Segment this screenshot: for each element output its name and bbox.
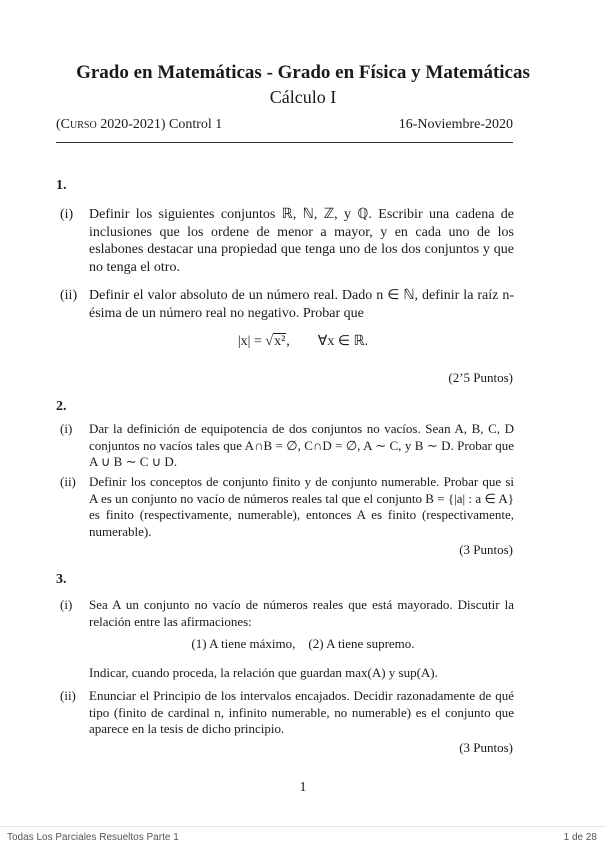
part-text: Enunciar el Principio de los intervalos encajados. Decidir razonadamente de qué tipo (finito de cardinal n, infinito numerable, no numerable) es el conjunto que aparece en la tesis de dicho principio. <box>89 688 514 736</box>
question-3-number: 3. <box>56 572 67 587</box>
sqrt-expression: √x² <box>265 334 286 349</box>
course-value: 2020-2021) Control 1 <box>100 117 223 132</box>
question-3-points: (3 Puntos) <box>459 740 513 755</box>
formula-rhs: , ∀x ∈ ℝ. <box>286 334 369 349</box>
radicand: x² <box>274 334 286 349</box>
subject-title: Cálculo I <box>269 87 337 107</box>
question-2-number: 2. <box>56 399 67 414</box>
part-label: (ii) <box>60 474 76 489</box>
part-label: (i) <box>60 597 73 612</box>
question-2-part-ii <box>60 474 514 540</box>
formula-lhs: |x| = <box>237 334 266 349</box>
header-divider <box>56 142 513 143</box>
question-3-part-ii <box>60 688 514 738</box>
part-text: Dar la definición de equipotencia de dos conjuntos no vacíos. Sean A, B, C, D conjuntos no vacíos tales que A∩B = ∅, C∩D = ∅, A ∼ C, y B ∼ D. Probar que A ∪ B ∼ C ∪ D. <box>89 421 514 469</box>
page-number: 1 <box>299 780 307 795</box>
question-1-part-i <box>60 206 514 276</box>
question-3-indicar: Indicar, cuando proceda, la relación que guardan max(A) y sup(A). <box>89 665 438 680</box>
page-title: Grado en Matemáticas - Grado en Física y Matemáticas <box>76 62 530 83</box>
part-text: Sea A un conjunto no vacío de números reales que está mayorado. Discutir la relación entre las afirmaciones: <box>89 597 514 629</box>
document-name[interactable]: Todas Los Parciales Resueltos Parte 1 <box>7 832 179 843</box>
part-label: (ii) <box>60 688 76 703</box>
part-label: (ii) <box>60 288 78 303</box>
part-label: (i) <box>60 207 74 222</box>
question-2-part-i <box>60 421 514 471</box>
part-label: (i) <box>60 421 73 436</box>
part-text: Definir el valor absoluto de un número real. Dado n ∈ ℕ, definir la raíz n-ésima de un número real no negativo. Probar que <box>89 288 514 321</box>
viewer-footer-bar <box>0 826 606 849</box>
question-1-number: 1. <box>56 178 67 193</box>
absolute-value-formula <box>0 333 606 350</box>
course-label: (Curso <box>56 117 97 132</box>
page-indicator: 1 de 28 <box>563 832 597 843</box>
part-text: Definir los conceptos de conjunto finito y de conjunto numerable. Probar que si A es un conjunto no vacío de números reales tal que el conjunto B = {|a| : a ∈ A} es finito (respectivamente, numerable), entonces A es finito (respectivamente, numerable). <box>89 474 515 539</box>
question-2-points: (3 Puntos) <box>459 542 513 557</box>
exam-date: 16-Noviembre-2020 <box>398 117 513 132</box>
affirmations: (1) A tiene máximo, (2) A tiene supremo. <box>191 636 415 651</box>
course-info <box>56 117 222 133</box>
question-1-part-ii <box>60 287 514 322</box>
part-text: Definir los siguientes conjuntos ℝ, ℕ, ℤ, y ℚ. Escribir una cadena de inclusiones que los ordene de menor a mayor, y en cada uno de los eslabones destacar una propiedad que tenga uno de los dos conjuntos y que no tenga el otro. <box>89 207 514 275</box>
question-1-points: (2’5 Puntos) <box>448 370 513 385</box>
question-3-part-i <box>60 597 514 630</box>
